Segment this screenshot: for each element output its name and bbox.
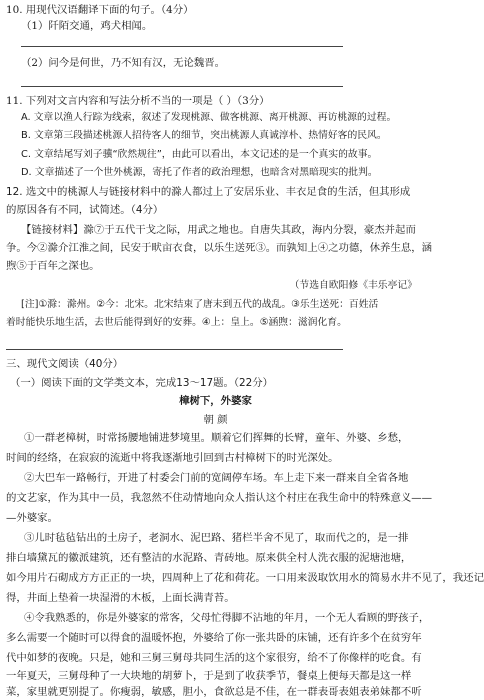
article-title: 樟树下，外婆家 [179,395,252,407]
paragraph-3-cont: 排白墙黛瓦的徽派建筑，还有整洁的水泥路、青砖地。原来供全村人洗衣服的泥塘池塘， [6,552,412,564]
paragraph-1-cont: 时间的经络，在寂寂的流逝中将我逐渐地引回到古村樟树下的时光深处。 [6,452,339,464]
q12-stem-line1: 12. 选文中的桃源人与链接材料中的滁人都过上了安居乐业、丰衣足食的生活，但其形成 [6,186,411,198]
subsection-heading: （一）阅读下面的文学类文本，完成13～17题。（22分） [10,377,274,389]
q10-sentence-2: （2）问今是何世，乃不知有汉，无论魏晋。 [21,57,226,69]
notes-line2: 着时能快乐地生活，去世后能得到好的安葬。④上：皇上。⑤涵煦：滋润化育。 [6,317,347,328]
q11-option-d: D. 文章描述了一个世外桃源，寄托了作者的政治理想，也暗含对黑暗现实的批判。 [21,167,378,178]
q11-stem: 11. 下列对文言内容和写法分析不当的一项是（ ）（3分） [6,95,270,107]
paragraph-4-cont: 多么需要一个随时可以得食的温暖怀抱，外婆给了你一张共卧的床铺，还有许多个在贫穷年 [6,632,422,644]
paragraph-4: ④令我熟悉的，你是外婆家的常客，父母忙得脚不沾地的年月，一个无人看顾的野孩子， [24,612,430,624]
q10-stem: 10. 用现代汉语翻译下面的句子。（4分） [6,4,194,16]
link-material-line2: 争。今②滁介江淮之间，民安于畎亩衣食，以乐生送死③。而孰知上④之功德，休养生息，涵 [6,242,433,254]
q11-option-b: B. 文章第三段描述桃源人招待客人的细节，突出桃源人真诚淳朴、热情好客的民风。 [21,130,387,141]
paragraph-4-cont: 代中如梦的夜晚。只是，她和三舅三舅母共同生活的这个家很穷，给不了你像样的吃食。有 [6,652,422,664]
paragraph-1: ①一群老樟树，时常扬腰地铺进梦境里。顺着它们挥舞的长臂，童年、外婆、乡愁， [24,432,409,444]
answer-line [21,86,343,87]
q12-stem-line2: 的原因各有不同，试简述。（4分） [6,204,164,216]
paragraph-2-cont: —外婆家。 [6,512,58,524]
paragraph-3: ③儿时毡毡钻出的土房子，老洞水、泥巴路、猪栏半舍不见了，取而代之的，是一排 [24,532,409,544]
link-material-line1: 【链接材料】滁⑦于五代干戈之际，用武之地也。自唐失其政，海内分裂，豪杰并起而 [21,224,416,236]
paragraph-4-cont: 菜，家里就更别提了。你瘦弱，敏感，胆小，食欲总是不佳，在一群表哥表姐表弟妹都不听 [6,686,422,698]
q10-sentence-1: （1）阡陌交通，鸡犬相闻。 [21,20,153,32]
notes-line1: [注]①滁：滁州。②今：北宋。北宋结束了唐末到五代的战乱。③乐生送死：百姓活 [21,299,379,310]
q11-option-a: A. 文章以渔人行踪为线索，叙述了发现桃源、做客桃源、离开桃源、再访桃源的过程。 [21,112,397,123]
paragraph-3-cont: 得，井面上垫着一块湿滑的木板，上面长满青苔。 [6,592,235,604]
link-material-line3: 煦⑤于百年之深也。 [6,260,100,272]
paragraph-2: ②大巴车一路畅行，开进了村委会门前的宽阔停车场。车上走下来一群来自全省各地 [24,472,409,484]
paragraph-4-cont: 一年夏天，三舅母种了一大块地的胡萝卜，于是到了收获季节，餐桌上便每天都是这一样 [6,670,412,682]
answer-line [21,46,343,47]
answer-line [6,349,343,350]
paragraph-2-cont: 的文艺家，作为其中一员，我忽然不住动情地向众人指认这个村庄在我生命中的特殊意义—— [6,492,433,504]
article-author: 朝 颜 [203,414,228,426]
paragraph-3-cont: 如今用片石砌成方方正正的一块，四周种上了花和荷花。一口用来汲取饮用水的简易水井不见了，我还记 [6,572,484,584]
section-heading: 三、现代文阅读（40分） [6,358,124,370]
source-citation: （节选自欧阳修《丰乐亭记》 [289,280,417,291]
q11-option-c: C. 文章结尾写刘子骥“欣然规往”，由此可以看出，本文记述的是一个真实的故事。 [21,149,378,160]
